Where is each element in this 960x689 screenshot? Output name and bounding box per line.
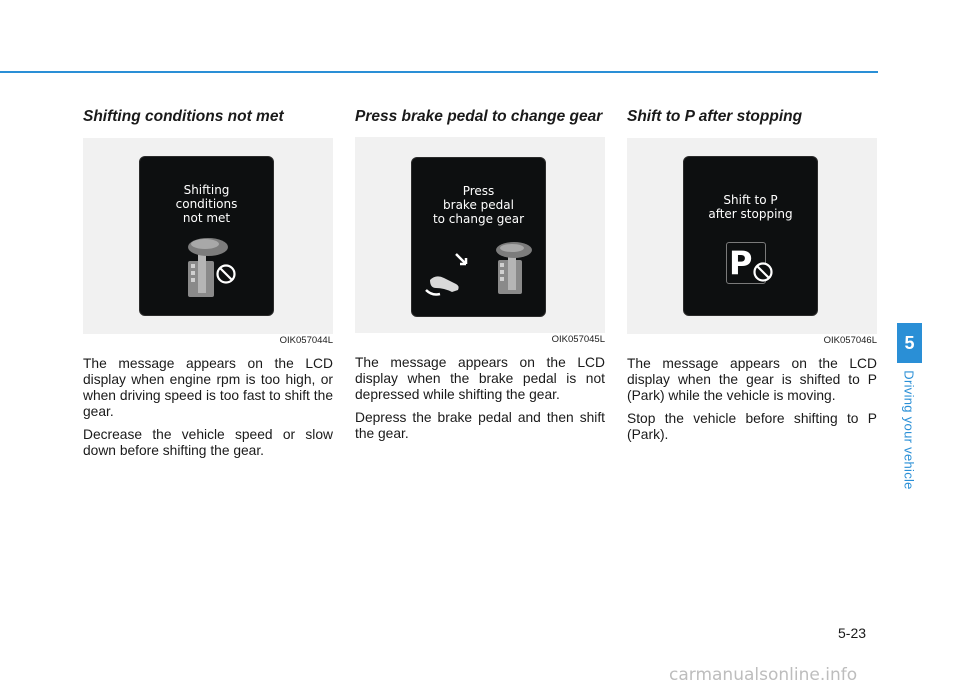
lcd-message: Press brake pedal to change gear (432, 184, 525, 226)
prohibited-icon (215, 263, 237, 285)
lcd-display (411, 157, 546, 317)
top-rule (0, 71, 878, 73)
lcd-message: Shifting conditions not met (175, 183, 238, 225)
section-heading: Shift to P after stopping (627, 108, 803, 125)
body-text (355, 355, 605, 442)
paragraph: The message appears on the LCD display when the brake pedal is not depressed while shifting the gear. (355, 355, 605, 402)
body-text (627, 356, 877, 443)
figure-panel (355, 137, 605, 345)
chapter-tab: 5 (897, 323, 922, 363)
paragraph: Decrease the vehicle speed or slow down before shifting the gear. (83, 427, 333, 458)
figure-code: OIK057044L (279, 335, 333, 346)
park-symbol: P (729, 244, 753, 282)
chapter-label: Driving your vehicle (901, 370, 917, 490)
section-heading: Shifting conditions not met (83, 108, 284, 125)
lcd-message: Shift to P after stopping (708, 193, 793, 221)
page-number: 5-23 (838, 625, 867, 641)
watermark: carmanualsonline.info (669, 665, 858, 685)
prohibited-icon (752, 261, 774, 283)
section-press-brake (355, 108, 605, 449)
body-text (83, 356, 333, 459)
figure-panel (627, 138, 877, 346)
section-shifting-conditions (83, 108, 333, 466)
paragraph: The message appears on the LCD display when engine rpm is too high, or when driving speed is too fast to shift the gear. (83, 356, 333, 419)
gear-shifter-icon (490, 238, 540, 298)
lcd-display (139, 156, 274, 316)
brake-pedal-icon (422, 248, 492, 298)
paragraph: Stop the vehicle before shifting to P (Park). (627, 411, 877, 442)
section-heading: Press brake pedal to change gear (355, 108, 603, 125)
figure-panel (83, 138, 333, 346)
figure-code: OIK057045L (551, 334, 605, 345)
paragraph: Depress the brake pedal and then shift the gear. (355, 410, 605, 441)
paragraph: The message appears on the LCD display when the gear is shifted to P (Park) while the vehicle is moving. (627, 356, 877, 403)
figure-code: OIK057046L (823, 335, 877, 346)
lcd-display (683, 156, 818, 316)
section-shift-to-p (627, 108, 877, 450)
